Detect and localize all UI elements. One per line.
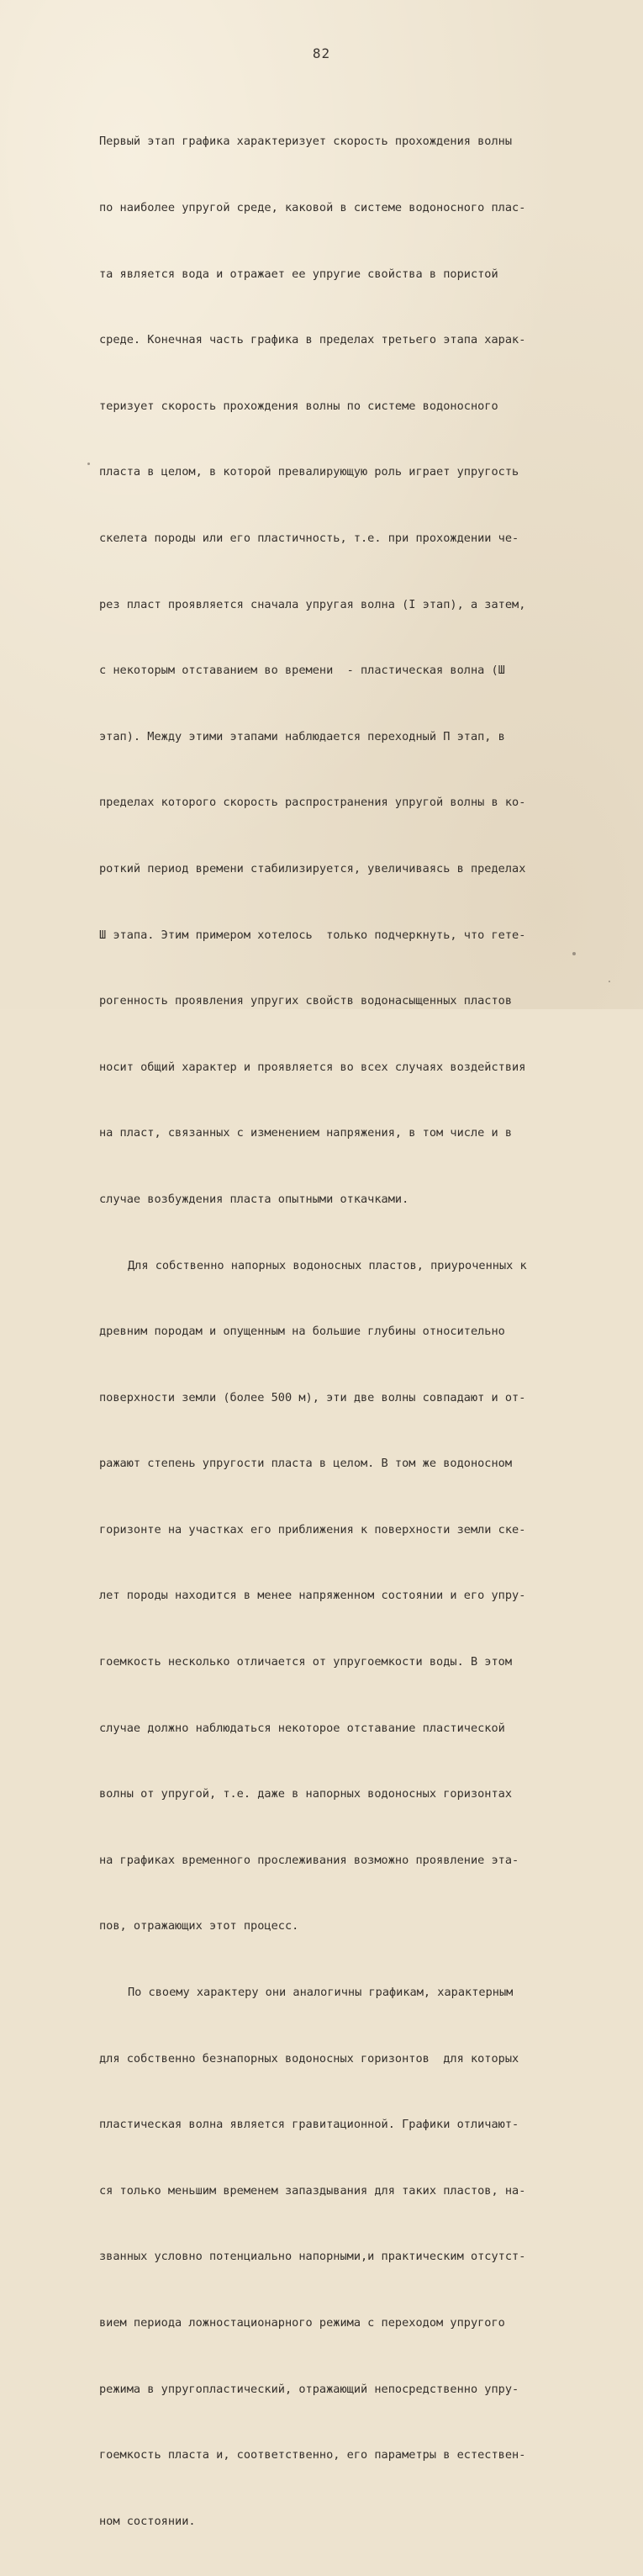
paragraph-first-line: По своему характеру они аналогичны графикам, характерным (128, 1986, 514, 2000)
text-line: пластическая волна является гравитационной. Графики отличают- (99, 2118, 519, 2132)
text-line: ся только меньшим временем запаздывания для таких пластов, на- (99, 2183, 526, 2198)
text-line: Первый этап графика характеризует скорость прохождения волны (99, 135, 513, 149)
text-line: рез пласт проявляется сначала упругая волна (I этап), а затем, (99, 597, 526, 611)
text-line: среде. Конечная часть графика в пределах третьего этапа харак- (99, 333, 526, 347)
text-line: ном состоянии. (99, 2514, 196, 2528)
text-line: пласта в целом, в которой превалирующую роль играет упругость (99, 465, 519, 479)
paragraph-first-line: Для собственно напорных водоносных пластов, приуроченных к (128, 1258, 527, 1272)
text-line: этап). Между этими этапами наблюдается переходный П этап, в (99, 729, 505, 743)
text-line: для собственно безнапорных водоносных горизонтов для которых (99, 2051, 519, 2066)
text-line: званных условно потенциально напорными,и практическим отсутст- (99, 2250, 526, 2264)
text-line: рогенность проявления упругих свойств водонасыщенных пластов (99, 994, 513, 1008)
text-line: скелета породы или его пластичность, т.е. при прохождении че- (99, 531, 519, 545)
text-line: пределах которого скорость распространения упругой волны в ко- (99, 796, 526, 810)
text-line: волны от упругой, т.е. даже в напорных водоносных горизонтах (99, 1787, 513, 1801)
text-line: гоемкость несколько отличается от упругоемкости воды. В этом (99, 1655, 513, 1669)
text-line: на пласт, связанных с изменением напряжения, в том числе и в (99, 1126, 513, 1140)
page-number: 82 (312, 45, 331, 61)
text-line: случае должно наблюдаться некоторое отставание пластической (99, 1721, 505, 1735)
text-line: теризует скорость прохождения волны по системе водоносного (99, 399, 498, 413)
paper-speck (87, 463, 90, 465)
text-line: на графиках временного прослеживания возможно проявление эта- (99, 1853, 519, 1867)
text-line: пов, отражающих этот процесс. (99, 1919, 299, 1933)
text-line: вием периода ложностационарного режима с переходом упругого (99, 2316, 505, 2330)
text-line: роткий период времени стабилизируется, увеличиваясь в пределах (99, 861, 526, 875)
paper-speck (572, 952, 576, 955)
text-line: режима в упругопластический, отражающий непосредственно упру- (99, 2382, 519, 2396)
text-line: Ш этапа. Этим примером хотелось только подчеркнуть, что гете- (99, 928, 526, 942)
text-line: лет породы находится в менее напряженном состоянии и его упру- (99, 1589, 526, 1603)
text-line: древним породам и опущенным на большие глубины относительно (99, 1325, 505, 1339)
text-line: гоемкость пласта и, соответственно, его параметры в естествен- (99, 2448, 526, 2462)
text-line: по наиболее упругой среде, каковой в системе водоносного плас- (99, 201, 526, 214)
text-line: ражают степень упругости пласта в целом. В том же водоносном (99, 1457, 513, 1471)
paper-speck (609, 981, 610, 982)
text-line: носит общий характер и проявляется во всех случаях воздействия (99, 1060, 526, 1074)
text-line: с некоторым отставанием во времени - пластическая волна (Ш (99, 664, 505, 678)
text-line: та является вода и отражает ее упругие свойства в пористой (99, 267, 498, 281)
body-text (99, 87, 616, 2576)
text-line: случае возбуждения пласта опытными откачками. (99, 1192, 409, 1206)
text-line: поверхности земли (более 500 м), эти две волны совпадают и от- (99, 1390, 526, 1404)
text-line: горизонте на участках его приближения к поверхности земли ске- (99, 1522, 526, 1537)
